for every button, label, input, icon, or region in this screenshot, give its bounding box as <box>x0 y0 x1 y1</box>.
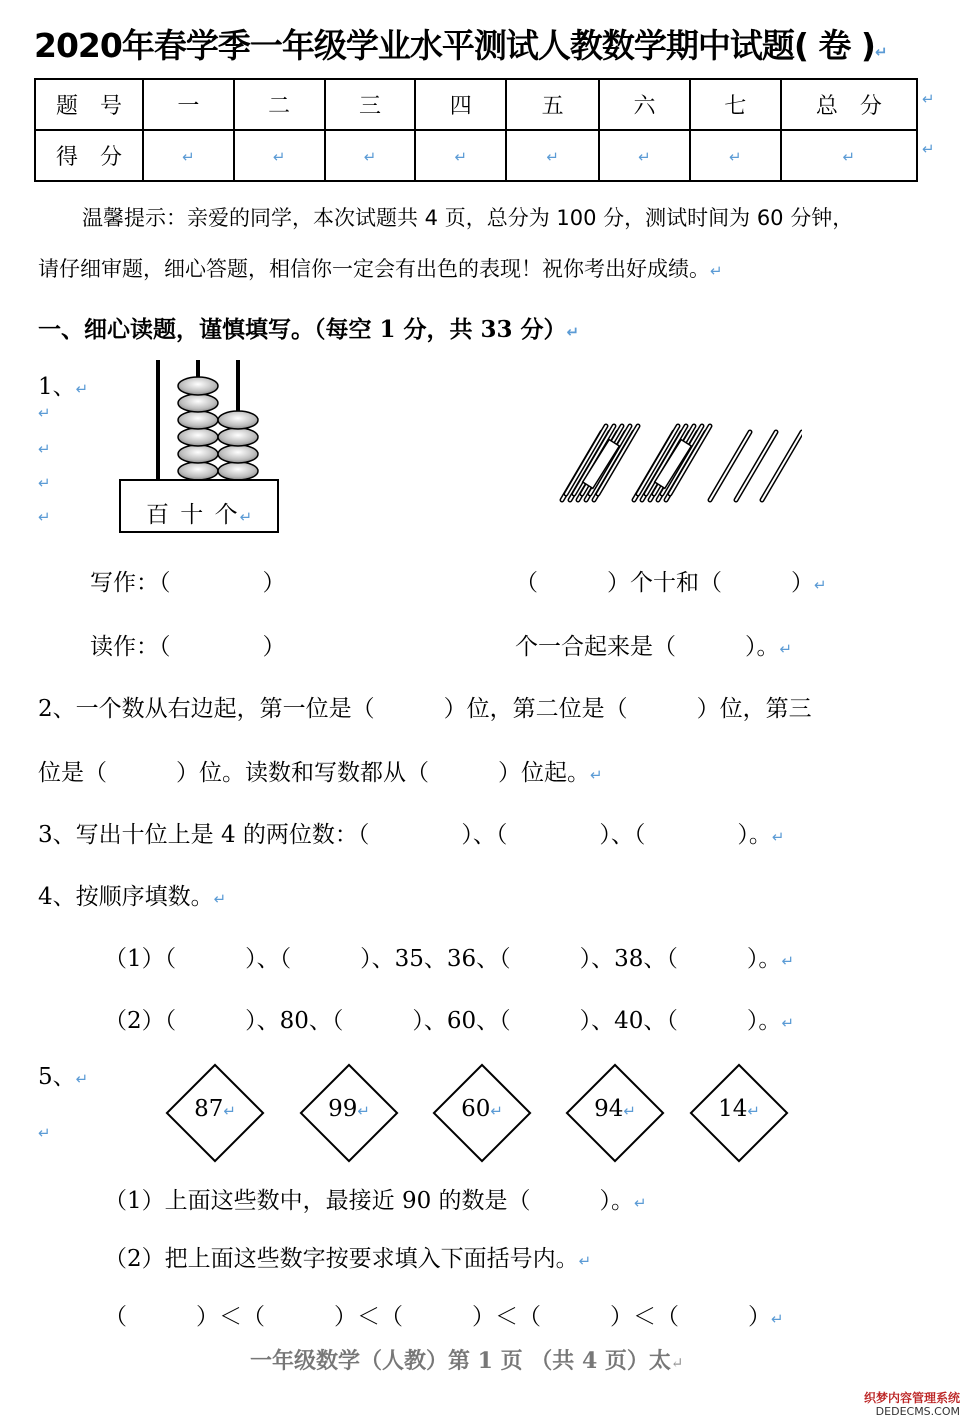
header-cell: 六 <box>599 79 690 130</box>
cell-mark-icon: ↵ <box>638 148 651 166</box>
question-5-label: 5、↵ <box>38 1064 89 1090</box>
question-4-sequence-1[interactable]: （1）（ ）、（ ）、35、36、（ ）、38、（ ）。↵ <box>104 946 795 972</box>
header-cell: 三 <box>325 79 416 130</box>
counting-sticks-figure <box>552 420 802 510</box>
paragraph-mark-icon: ↵ <box>38 474 51 492</box>
question-2-line-2[interactable]: 位是（ ）位。读数和写数都从（ ）位起。↵ <box>38 760 603 786</box>
score-cell[interactable] <box>143 130 234 181</box>
row-label-question-number: 题 号 <box>35 79 143 130</box>
notice-line-2: 请仔细审题，细心答题，相信你一定会有出色的表现！祝你考出好成绩。↵ <box>38 257 723 281</box>
row-mark-icon: ↵ <box>922 140 935 158</box>
score-cell[interactable] <box>325 130 416 181</box>
q1-write-blank[interactable]: 写作：（ ） <box>90 570 286 596</box>
number-diamond: 99↵ <box>314 1078 384 1148</box>
abacus-bead <box>178 428 218 446</box>
header-cell-total: 总 分 <box>781 79 917 130</box>
question-3[interactable]: 3、写出十位上是 4 的两位数：（ ）、（ ）、（ ）。↵ <box>38 822 785 848</box>
page-title: 2020年春学季一年级学业水平测试人教数学期中试题( 卷 )↵ <box>34 26 887 65</box>
header-cell: 四 <box>415 79 506 130</box>
score-table <box>34 78 918 182</box>
abacus-bead <box>218 428 258 446</box>
number-diamond: 14↵ <box>704 1078 774 1148</box>
number-diamond: 94↵ <box>580 1078 650 1148</box>
score-table-score-row <box>35 130 917 181</box>
watermark-logo: 织梦内容管理系统 DEDECMS.COM <box>863 1391 960 1418</box>
abacus-bead <box>218 411 258 429</box>
q1-read-blank[interactable]: 读作：（ ） <box>90 634 286 660</box>
cell-mark-icon: ↵ <box>272 148 286 166</box>
abacus-bead <box>178 411 218 429</box>
abacus-bead <box>178 377 218 395</box>
paragraph-mark-icon: ↵ <box>38 508 51 526</box>
question-1-label: 1、↵ <box>38 374 89 400</box>
cell-mark-icon: ↵ <box>454 148 468 166</box>
paragraph-mark-icon: ↵ <box>38 1124 51 1142</box>
ones-beads <box>218 411 258 480</box>
score-cell-total[interactable] <box>781 130 917 181</box>
cell-mark-icon: ↵ <box>363 148 377 166</box>
question-5-sub-1[interactable]: （1）上面这些数中，最接近 90 的数是（ ）。↵ <box>104 1188 647 1214</box>
paragraph-mark-icon: ↵ <box>38 440 51 458</box>
page-footer: 一年级数学（人教）第 1 页 （共 4 页）太↵ <box>250 1348 684 1374</box>
notice-line-1: 温馨提示：亲爱的同学，本次试题共 4 页，总分为 100 分，测试时间为 60 分钟， <box>82 206 854 230</box>
number-diamond: 87↵ <box>180 1078 250 1148</box>
header-cell: 二 <box>234 79 325 130</box>
paragraph-mark-icon: ↵ <box>875 43 887 61</box>
header-cell: 七 <box>690 79 781 130</box>
score-cell[interactable] <box>599 130 690 181</box>
abacus-bead <box>218 445 258 463</box>
header-cell: 五 <box>506 79 599 130</box>
abacus-bead <box>218 462 258 480</box>
question-2-line-1[interactable]: 2、一个数从右边起，第一位是（ ）位，第二位是（ ）位，第三 <box>38 696 812 722</box>
question-5-sub-2: （2）把上面这些数字按要求填入下面括号内。↵ <box>104 1246 592 1272</box>
question-4-sequence-2[interactable]: （2）（ ）、80、（ ）、60、（ ）、40、（ ）。↵ <box>104 1008 795 1034</box>
question-5-ordering-blanks[interactable]: （ ）＜（ ）＜（ ）＜（ ）＜（ ）↵ <box>104 1304 784 1330</box>
abacus-place-labels: 百 十 个↵ <box>146 502 255 528</box>
abacus-bead <box>178 394 218 412</box>
q1-total-blank[interactable]: 个一合起来是（ ）。↵ <box>515 634 793 660</box>
cell-mark-icon: ↵ <box>728 148 742 166</box>
abacus-bead <box>178 462 218 480</box>
cell-mark-icon: ↵ <box>842 148 856 166</box>
abacus-bead <box>178 445 218 463</box>
paragraph-mark-icon: ↵ <box>38 404 51 422</box>
cell-mark-icon: ↵ <box>546 148 559 166</box>
header-cell: 一 <box>143 79 234 130</box>
score-cell[interactable] <box>506 130 599 181</box>
tens-beads <box>178 377 218 480</box>
number-diamond: 60↵ <box>447 1078 517 1148</box>
score-cell[interactable] <box>690 130 781 181</box>
row-mark-icon: ↵ <box>922 90 935 108</box>
q1-tens-ones-blank[interactable]: （ ）个十和（ ）↵ <box>515 570 827 596</box>
question-4-heading: 4、按顺序填数。↵ <box>38 884 227 910</box>
score-cell[interactable] <box>415 130 506 181</box>
cell-mark-icon: ↵ <box>182 148 195 166</box>
row-label-score: 得 分 <box>35 130 143 181</box>
score-table-header-row <box>35 79 917 130</box>
section-heading: 一、细心读题，谨慎填写。（每空 1 分，共 33 分）↵ <box>38 316 580 343</box>
score-cell[interactable] <box>234 130 325 181</box>
